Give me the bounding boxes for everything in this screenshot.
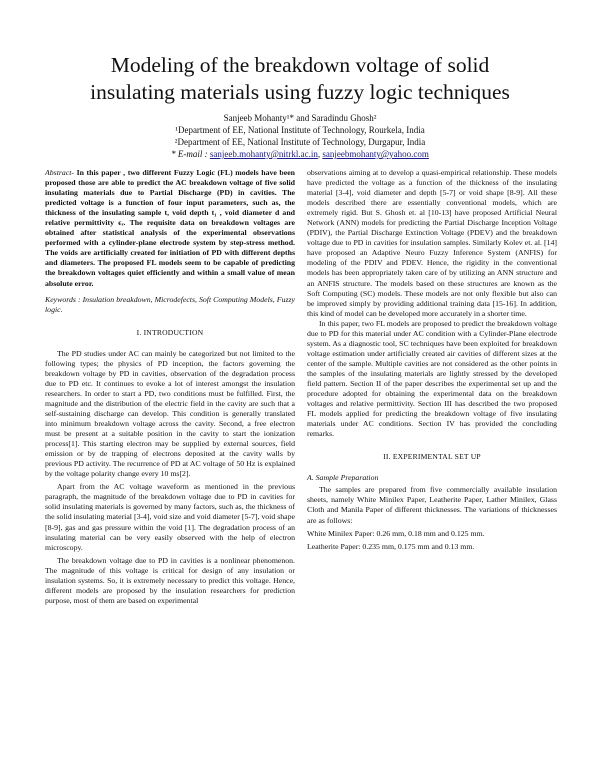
email-link-1[interactable]: sanjeeb.mohanty@nitrkl.ac.in <box>209 149 318 159</box>
subsection-heading-sample-preparation: A. Sample Preparation <box>307 473 379 483</box>
author-names: Sanjeeb Mohanty¹* and Saradindu Ghosh² <box>223 113 377 123</box>
email-separator: , <box>317 149 323 159</box>
abstract-lead: Abstract- <box>45 168 75 177</box>
intro-paragraph-1: The PD studies under AC can mainly be categorized but not limited to the following types; the physics of PD inception, the factors governing the breakdown voltage by PD in cavities, observation of the degradation process due to PD etc. It continues to evoke a lot of interest amongst the insulation researchers. In order to start a PD, two conditions must be fulfilled. First, the magnitude and the distribution of the electric field in the cavity are such that a self-sustaining discharge can develop. This condition is generally translated into minimum breakdown voltage across the cavity. Second, a free electron must be present at a suitable position in the cavity to start the ionization process[1]. This starting electron may be supplied by external sources, field emission or by de trapping of electrons deposited at the cavity walls by previous PD activity. The recurrence of PD at AC voltage of 50 Hz is explained by the voltage polarity change every 10 ms[2]. <box>45 348 295 479</box>
abstract-text: In this paper , two different Fuzzy Logic (FL) models have been proposed those are able to predict the AC breakdown voltage of five solid insulating materials due to Partial Discharge (PD) in cavities. The predicted voltage is a function of four input parameters, such as, the thickness of the insulating sample t, void depth t₁ , void diameter d and relative permittivity ϵᵣ. The requisite data on breakdown voltages are obtained after statistical analysis of the experimental observations performed with a cylinder-plane electrode system by step-stress method. The voids are artificially created for initiation of PD with different depths and diameters. The proposed FL models seem to be capable of predicting the breakdown voltages quiet efficiently and within a small value of mean absolute error. <box>45 168 295 288</box>
author-block <box>60 112 540 160</box>
email-label: * E-mail : <box>171 149 210 159</box>
sample-paragraph: The samples are prepared from five commercially available insulation sheets, namely White Minilex Paper, Leatherite Paper, Lather Minilex, Glass Cloth and Manila Paper of different thicknesses. The variations of thicknesses are as follows: <box>307 485 557 525</box>
right-column <box>307 168 557 552</box>
title-line-1: Modeling of the breakdown voltage of solid <box>110 53 490 77</box>
thickness-white-minilex: White Minilex Paper: 0.26 mm, 0.18 mm and 0.125 mm. <box>307 528 485 538</box>
thickness-leatherite: Leatherite Paper: 0.235 mm, 0.175 mm and 0.13 mm. <box>307 541 475 551</box>
intro-paragraph-3: The breakdown voltage due to PD in cavities is a nonlinear phenomenon. The magnitude of this voltage is critical for design of any insulation or insulation systems. So, it is extremely necessary to predict this voltage. Hence, different models are proposed by the insulation researchers for prediction purpose, most of them are based on experimental <box>45 555 295 605</box>
keywords: Keywords : Insulation breakdown, Microdefects, Soft Computing Models, Fuzzy logic. <box>45 294 295 314</box>
section-heading-introduction: I. INTRODUCTION <box>136 327 204 337</box>
affiliation-1: ¹Department of EE, National Institute of Technology, Rourkela, India <box>175 125 425 135</box>
section-heading-experimental: II. EXPERIMENTAL SET UP <box>383 452 481 462</box>
left-column <box>45 168 295 606</box>
paper-title <box>40 52 560 106</box>
email-line <box>60 148 540 160</box>
abstract <box>45 168 295 289</box>
intro-paragraph-4: In this paper, two FL models are proposed to predict the breakdown voltage due to PD for this material under AC condition with a Cylinder-Plane electrode system. As a diagnostic tool, SC techniques have been exploited for breakdown voltage estimation under artificially created air cavities of different sizes at the center of the sample. Multiple cavities are not considered as the other points in the samples of the insulating materials are lightly stressed by the developed field pattern. Section II of the paper describes the experimental set up and the procedure adopted for obtaining the experimental data on the breakdown voltages and relative permittivity. Section III has described the two proposed FL models applied for predicting the breakdown voltage of five insulating materials under AC conditions. Section IV has provided the concluding remarks. <box>307 318 557 439</box>
intro-paragraph-continued: observations aiming at to develop a quasi-empirical relationship. These models have predicted the voltage as a function of the thickness of the insulating material [3-4], void diameter and depth [5-7] or void shape [8-9]. All these models described there are essentially conventional models, which are extremely rigid. But S. Ghosh et. al [10-13] have proposed Artificial Neural Network (ANN) models for predicting the Partial Discharge Inception Voltage (PDIV), the Partial Discharge Extinction Voltage (PDEV) and the breakdown voltage due to PD in cavities for insulation samples. Similarly Kolev et. al. [14] have proposed an Adaptive Neuro Fuzzy Inference System (ANFIS) for modeling of the PDIV and PDEV. Hence, the rigidity in the conventional models has been appropriately taken care of by utilizing an ANN structure and an ANFIS structure. The models based on these structures are known as the Soft Computing (SC) models. These models are not only flexible but also can be improved simply by providing additional training data [15-16]. In addition, this kind of model can be developed more accurately in a shorter time. <box>307 168 557 318</box>
title-line-2: insulating materials using fuzzy logic techniques <box>90 80 510 104</box>
email-link-2[interactable]: sanjeebmohanty@yahoo.com <box>322 149 429 159</box>
affiliation-2: ²Department of EE, National Institute of Technology, Durgapur, India <box>174 137 426 147</box>
intro-paragraph-2: Apart from the AC voltage waveform as mentioned in the previous paragraph, the magnitude of the breakdown voltage due to PD in cavities for solid insulating materials is governed by many factors, such as, the thickness of the solid insulating material [3-4], void size and void diameter [5-7], void shape [8-9], gas and gas pressure within the void [1]. The degradation process of an insulating material can be very easily observed with the help of electron microscopy. <box>45 482 295 552</box>
